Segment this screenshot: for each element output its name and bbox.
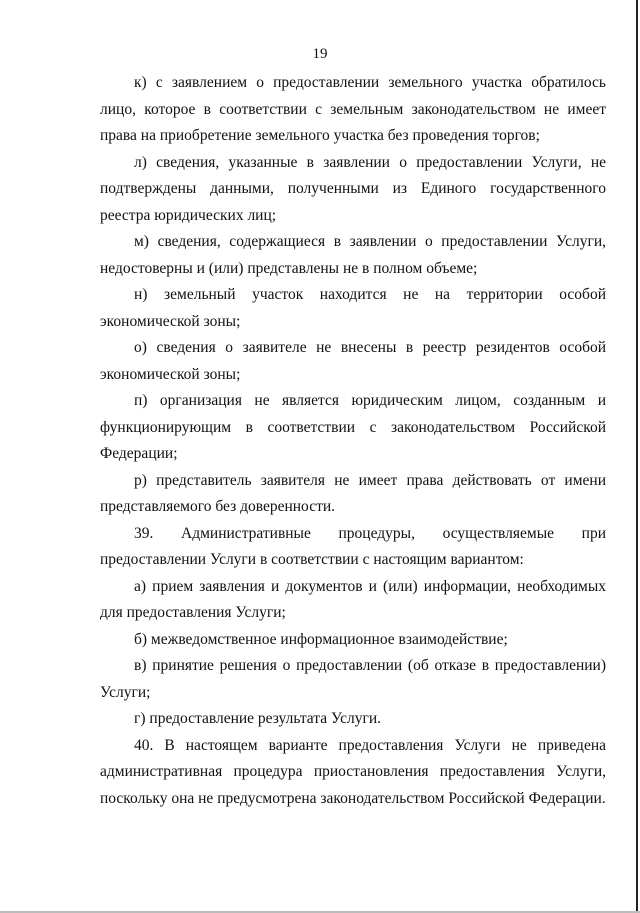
page-number: 19 bbox=[312, 46, 328, 62]
paragraph-o: о) сведения о заявителе не внесены в реестр резидентов особой экономической зоны; bbox=[100, 339, 606, 383]
page-edge-right bbox=[636, 0, 638, 913]
paragraph-40: 40. В настоящем варианте предоставления Услуги не приведена административная процедура приостановления предоставления Услуги, поскольку она не предусмотрена законодательством Российской Федерации. bbox=[100, 736, 606, 807]
document-body bbox=[100, 70, 606, 812]
paragraph-39: 39. Административные процедуры, осуществляемые при предоставлении Услуги в соответствии с настоящим вариантом: bbox=[100, 524, 606, 568]
paragraph-39-g: г) предоставление результата Услуги. bbox=[134, 710, 381, 727]
paragraph-39-a: а) прием заявления и документов и (или) информации, необходимых для предоставления Услуги; bbox=[100, 577, 606, 621]
paragraph-m: м) сведения, содержащиеся в заявлении о предоставлении Услуги, недостоверны и (или) представлены не в полном объеме; bbox=[100, 233, 606, 277]
paragraph-r: р) представитель заявителя не имеет права действовать от имени представляемого без доверенности. bbox=[100, 471, 606, 515]
paragraph-p: п) организация не является юридическим лицом, созданным и функционирующим в соответствии с законодательством Российской Федерации; bbox=[100, 392, 606, 462]
paragraph-39-b: б) межведомственное информационное взаимодействие; bbox=[134, 630, 508, 648]
paragraph-39-v: в) принятие решения о предоставлении (об отказе в предоставлении) Услуги; bbox=[100, 657, 606, 701]
paragraph-l: л) сведения, указанные в заявлении о предоставлении Услуги, не подтверждены данными, полученными из Единого государственного реестра юридических лиц; bbox=[100, 153, 606, 224]
paragraph-k: к) с заявлением о предоставлении земельного участка обратилось лицо, которое в соответствии с земельным законодательством не имеет права на приобретение земельного участка без проведения торгов; bbox=[100, 74, 606, 144]
paragraph-n: н) земельный участок находится не на территории особой экономической зоны; bbox=[100, 286, 606, 330]
